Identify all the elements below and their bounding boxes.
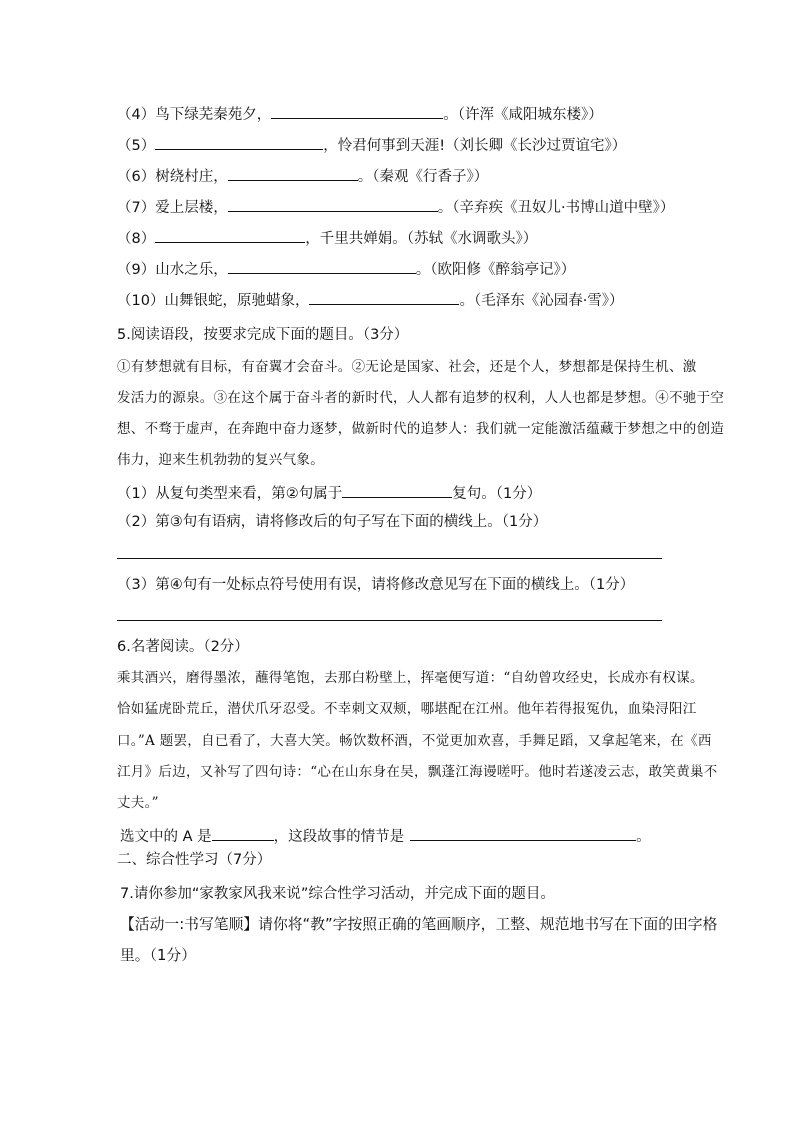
poem-line-8: （8） ，千里共婵娟。（苏轼《水调歌头》） bbox=[117, 226, 537, 249]
answer-blank[interactable] bbox=[212, 824, 274, 841]
poem-line-10: （10）山舞银蛇，原驰蜡象， 。（毛泽东《沁园春·雪》） bbox=[117, 288, 624, 311]
answer-blank[interactable] bbox=[271, 102, 443, 119]
q6-passage-line: 乘其酒兴，磨得墨浓，蘸得笔饱，去那白粉壁上，挥毫便写道：“自幼曾攻经史，长成亦有权谋。 bbox=[117, 670, 704, 686]
answer-blank[interactable] bbox=[410, 824, 636, 841]
q6-answer: 选文中的 A 是 ，这段故事的情节是 。 bbox=[120, 824, 651, 847]
poem-line-9: （9）山水之乐， 。（欧阳修《醉翁亭记》） bbox=[117, 257, 575, 280]
q7-activity-cont: 里。（1分） bbox=[120, 947, 196, 964]
poem-line-5: （5） ，怜君何事到天涯!（刘长卿《长沙过贾谊宅》） bbox=[117, 133, 626, 156]
q5-sub2: （2）第③句有语病，请将修改后的句子写在下面的横线上。（1分） bbox=[117, 514, 548, 530]
q5-sub3: （3）第④句有一处标点符号使用有误，请将修改意见写在下面的横线上。（1分） bbox=[117, 577, 635, 593]
q5-sub1: （1）从复句类型来看，第②句属于 复句。（1分） bbox=[117, 481, 541, 504]
q5-passage-line: 发活力的源泉。③在这个属于奋斗者的新时代，人人都有追梦的权利，人人也都是梦想。④不驰于空 bbox=[117, 390, 725, 406]
q7-title: 7.请你参加“家教家风我来说”综合性学习活动，并完成下面的题目。 bbox=[120, 886, 555, 902]
answer-blank[interactable] bbox=[309, 288, 459, 305]
poem-line-6: （6）树绕村庄， 。（秦观《行香子》） bbox=[117, 164, 488, 187]
poem-line-7: （7）爱上层楼， 。（辛弃疾《丑奴儿·书博山道中壁》） bbox=[117, 195, 674, 218]
answer-blank[interactable] bbox=[228, 164, 358, 181]
section-heading: 二、综合性学习（7分） bbox=[117, 852, 272, 868]
poem-line-4: （4）鸟下绿芜秦苑夕， 。（许浑《咸阳城东楼》） bbox=[117, 102, 603, 125]
q6-passage-line: 丈夫。” bbox=[117, 795, 159, 811]
answer-blank[interactable] bbox=[155, 133, 323, 150]
q5-passage-line: 想、不骛于虚声，在奔跑中奋力逐梦，做新时代的追梦人：我们就一定能激活蕴藏于梦想之中的创造 bbox=[117, 421, 725, 437]
q7-activity: 【活动一:书写笔顺】请你将“教”字按照正确的笔画顺序，工整、规范地书写在下面的田字格 bbox=[120, 916, 718, 933]
q6-passage-line: 口。”A 题罢，自已看了，大喜大笑。畅饮数杯酒，不觉更加欢喜，手舞足蹈，又拿起笔来，在《西 bbox=[117, 733, 712, 749]
answer-line[interactable] bbox=[117, 558, 662, 559]
q6-title: 6.名著阅读。（2分） bbox=[117, 639, 249, 655]
q5-passage-line: ①有梦想就有目标，有奋翼才会奋斗。②无论是国家、社会，还是个人，梦想都是保持生机、激 bbox=[117, 359, 697, 375]
answer-blank[interactable] bbox=[228, 257, 416, 274]
q5-passage-line: 伟力，迎来生机勃勃的复兴气象。 bbox=[117, 452, 324, 468]
q6-passage-line: 恰如猛虎卧荒丘，潜伏爪牙忍受。不幸刺文双颊，哪堪配在江州。他年若得报冤仇，血染浔阳江 bbox=[117, 701, 697, 717]
answer-line[interactable] bbox=[117, 620, 662, 621]
answer-blank[interactable] bbox=[155, 226, 305, 243]
q6-passage-line: 江月》后边，又补写了四句诗：“心在山东身在吴，飘蓬江海谩嗟吁。他时若遂凌云志，敢笑黄巢不 bbox=[117, 764, 718, 780]
answer-blank[interactable] bbox=[228, 195, 438, 212]
answer-blank[interactable] bbox=[342, 481, 452, 498]
q5-title: 5.阅读语段，按要求完成下面的题目。（3分） bbox=[117, 327, 409, 343]
